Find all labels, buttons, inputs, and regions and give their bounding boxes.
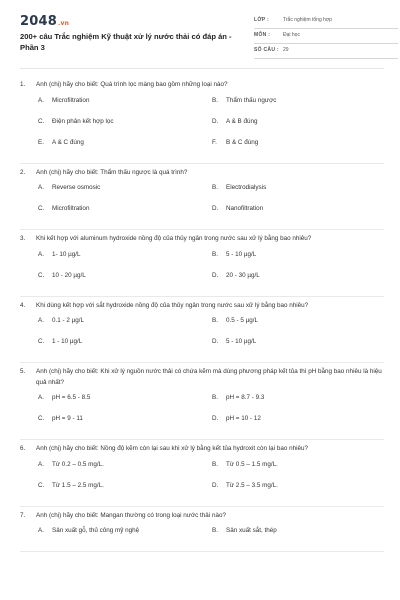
- option-letter: A.: [38, 250, 44, 258]
- option-text: Reverse osmosic: [52, 184, 101, 191]
- question-item: [20, 297, 384, 364]
- option-text: pH = 8.7 - 9.3: [226, 394, 265, 401]
- option-letter: C.: [38, 338, 45, 345]
- option-letter: D.: [212, 481, 219, 489]
- option-text: 0.5 - 5 µg/L: [226, 317, 258, 324]
- option-letter: B.: [212, 184, 218, 191]
- question-stem: [20, 444, 384, 455]
- answer-options: [20, 460, 384, 502]
- option-text: Nanofiltration: [226, 205, 264, 212]
- question-number: 5.: [20, 368, 26, 375]
- answer-option[interactable]: [212, 460, 386, 481]
- option-letter: F.: [212, 138, 217, 146]
- question-number: 3.: [20, 235, 26, 242]
- answer-option[interactable]: [38, 526, 212, 547]
- answer-option[interactable]: [38, 393, 212, 414]
- option-text: pH = 6.5 - 8.5: [52, 394, 91, 401]
- option-letter: D.: [212, 415, 219, 422]
- question-number: 1.: [20, 81, 26, 88]
- question-number: 4.: [20, 301, 26, 309]
- answer-option[interactable]: [212, 250, 386, 271]
- answer-option[interactable]: [38, 138, 212, 159]
- question-text: Anh (chị) hãy cho biết: Nồng độ kẽm còn lại sau khi xử lý bằng kết tủa hydroxit còn lại bao nhiêu?: [36, 445, 308, 452]
- answer-option[interactable]: [212, 481, 386, 502]
- meta-value-class: Trắc nghiệm tổng hợp: [283, 17, 332, 23]
- option-text: 1 - 10 µg/L: [52, 338, 83, 345]
- meta-row-question-count: [254, 44, 398, 59]
- question-text: Anh (chị) hãy cho biết: Quá trình lọc màng bao gồm những loại nào?: [36, 81, 228, 88]
- question-stem: [20, 80, 384, 91]
- logo-domain-suffix: .vn: [57, 20, 70, 27]
- document-title: 200+ câu Trắc nghiệm Kỹ thuật xử lý nước thải có đáp án - Phần 3: [20, 32, 232, 52]
- answer-options: [20, 183, 384, 225]
- answer-option[interactable]: [212, 393, 386, 414]
- option-letter: D.: [212, 117, 219, 125]
- answer-option[interactable]: [38, 204, 212, 225]
- question-item: [20, 440, 384, 507]
- logo-text: 2048: [20, 14, 57, 29]
- option-letter: D.: [212, 338, 219, 345]
- answer-option[interactable]: [212, 337, 386, 358]
- option-letter: A.: [38, 527, 44, 534]
- option-letter: C.: [38, 117, 45, 125]
- option-letter: B.: [212, 250, 218, 258]
- meta-row-class: [254, 14, 398, 29]
- answer-options: [20, 250, 384, 292]
- meta-row-subject: [254, 29, 398, 44]
- meta-label-class: LỚP :: [254, 17, 270, 23]
- question-stem: [20, 168, 384, 179]
- question-item: [20, 164, 384, 231]
- option-letter: B.: [212, 460, 218, 468]
- answer-options: [20, 393, 384, 435]
- question-item: [20, 363, 384, 440]
- question-item: [20, 230, 384, 297]
- option-letter: E.: [38, 138, 44, 146]
- answer-option[interactable]: [212, 96, 386, 117]
- answer-option[interactable]: [212, 271, 386, 292]
- option-text: Thẩm thấu ngược: [226, 96, 277, 104]
- answer-options: [20, 316, 384, 358]
- answer-option[interactable]: [212, 138, 386, 159]
- option-text: Microfiltration: [52, 205, 90, 212]
- option-letter: B.: [212, 96, 218, 104]
- document-header: [20, 14, 384, 60]
- document-meta: [254, 14, 398, 59]
- question-stem: [20, 367, 384, 388]
- header-divider: [20, 68, 384, 69]
- answer-option[interactable]: [38, 271, 212, 292]
- answer-option[interactable]: [212, 316, 386, 337]
- option-letter: C.: [38, 415, 45, 422]
- answer-option[interactable]: [212, 183, 386, 204]
- option-text: 10 - 20 µg/L: [52, 271, 86, 279]
- option-text: Từ 0.2 – 0.5 mg/L.: [52, 460, 104, 468]
- option-letter: C.: [38, 481, 45, 489]
- question-number: 7.: [20, 511, 26, 519]
- option-text: Từ 0.5 – 1.5 mg/L.: [226, 460, 278, 468]
- question-number: 2.: [20, 168, 26, 176]
- answer-options: [20, 96, 384, 159]
- option-text: Sản xuất sắt, thép: [226, 527, 277, 534]
- option-text: 5 - 10 µg/L: [226, 338, 257, 345]
- question-item: [20, 76, 384, 164]
- option-text: A & C đúng: [52, 138, 84, 146]
- answer-option[interactable]: [38, 460, 212, 481]
- option-letter: D.: [212, 271, 219, 279]
- question-text: Anh (chị) hãy cho biết: Thẩm thấu ngược là quá trình?: [36, 168, 188, 176]
- answer-option[interactable]: [212, 204, 386, 225]
- option-text: Sản xuất gỗ, thủ công mỹ nghệ: [52, 527, 140, 534]
- question-list: [20, 76, 384, 552]
- option-text: B & C đúng: [226, 138, 259, 146]
- option-text: Điện phân kết hợp lọc: [52, 117, 114, 125]
- option-letter: A.: [38, 394, 44, 401]
- answer-option[interactable]: [38, 183, 212, 204]
- question-item: [20, 507, 384, 553]
- question-text: Anh (chị) hãy cho biết: Khi xử lý nguồn nước thải có chứa kẽm mà dùng phương pháp kết tủa thì pH bằng bao nhiêu là hiệu quả nhất?: [36, 368, 382, 386]
- question-stem: [20, 511, 384, 522]
- option-text: Từ 1.5 – 2.5 mg/L.: [52, 481, 104, 489]
- question-text: Khi kết hợp với aluminum hydroxide nồng độ của thủy ngân trong nước sau xử lý bằng bao nhiêu?: [36, 235, 312, 242]
- option-text: 0.1 - 2 µg/L: [52, 317, 84, 324]
- answer-option[interactable]: [212, 414, 386, 435]
- meta-label-subject: MÔN :: [254, 32, 271, 38]
- option-text: pH = 10 - 12: [226, 415, 261, 422]
- option-letter: C.: [38, 271, 45, 279]
- answer-option[interactable]: [212, 117, 386, 138]
- option-letter: A.: [38, 184, 44, 191]
- option-text: 20 - 30 µg/L: [226, 271, 260, 279]
- answer-option[interactable]: [38, 337, 212, 358]
- answer-options: [20, 526, 384, 547]
- option-letter: B.: [212, 527, 218, 534]
- site-logo[interactable]: [20, 14, 69, 29]
- option-text: Từ 2.5 – 3.5 mg/L.: [226, 481, 278, 489]
- question-stem: [20, 301, 384, 312]
- meta-label-question-count: SỐ CÂU :: [254, 47, 279, 53]
- answer-option[interactable]: [38, 414, 212, 435]
- answer-option[interactable]: [38, 250, 212, 271]
- option-text: Electrodialysis: [226, 184, 267, 191]
- option-text: pH = 9 - 11: [52, 415, 83, 422]
- answer-option[interactable]: [38, 96, 212, 117]
- option-text: A & B đúng: [226, 117, 258, 125]
- answer-option[interactable]: [38, 316, 212, 337]
- option-letter: A.: [38, 460, 44, 468]
- option-letter: A.: [38, 96, 44, 104]
- meta-value-subject: Đại học: [283, 32, 300, 38]
- option-letter: B.: [212, 317, 218, 324]
- option-text: 5 - 10 µg/L: [226, 250, 257, 258]
- option-text: Microfiltration: [52, 96, 90, 104]
- option-letter: D.: [212, 205, 219, 212]
- option-letter: C.: [38, 205, 45, 212]
- answer-option[interactable]: [38, 117, 212, 138]
- answer-option[interactable]: [212, 526, 386, 547]
- question-text: Anh (chị) hãy cho biết: Mangan thường có trong loại nước thải nào?: [36, 511, 226, 519]
- option-text: 1- 10 µg/L: [52, 250, 81, 258]
- question-number: 6.: [20, 445, 26, 452]
- option-letter: B.: [212, 394, 218, 401]
- question-stem: [20, 234, 384, 245]
- answer-option[interactable]: [38, 481, 212, 502]
- meta-value-question-count: 29: [283, 47, 289, 53]
- option-letter: A.: [38, 317, 44, 324]
- question-text: Khi dùng kết hợp với sắt hydroxide nồng độ của thủy ngân trong nước sau xử lý bằng bao nhiêu?: [36, 301, 309, 309]
